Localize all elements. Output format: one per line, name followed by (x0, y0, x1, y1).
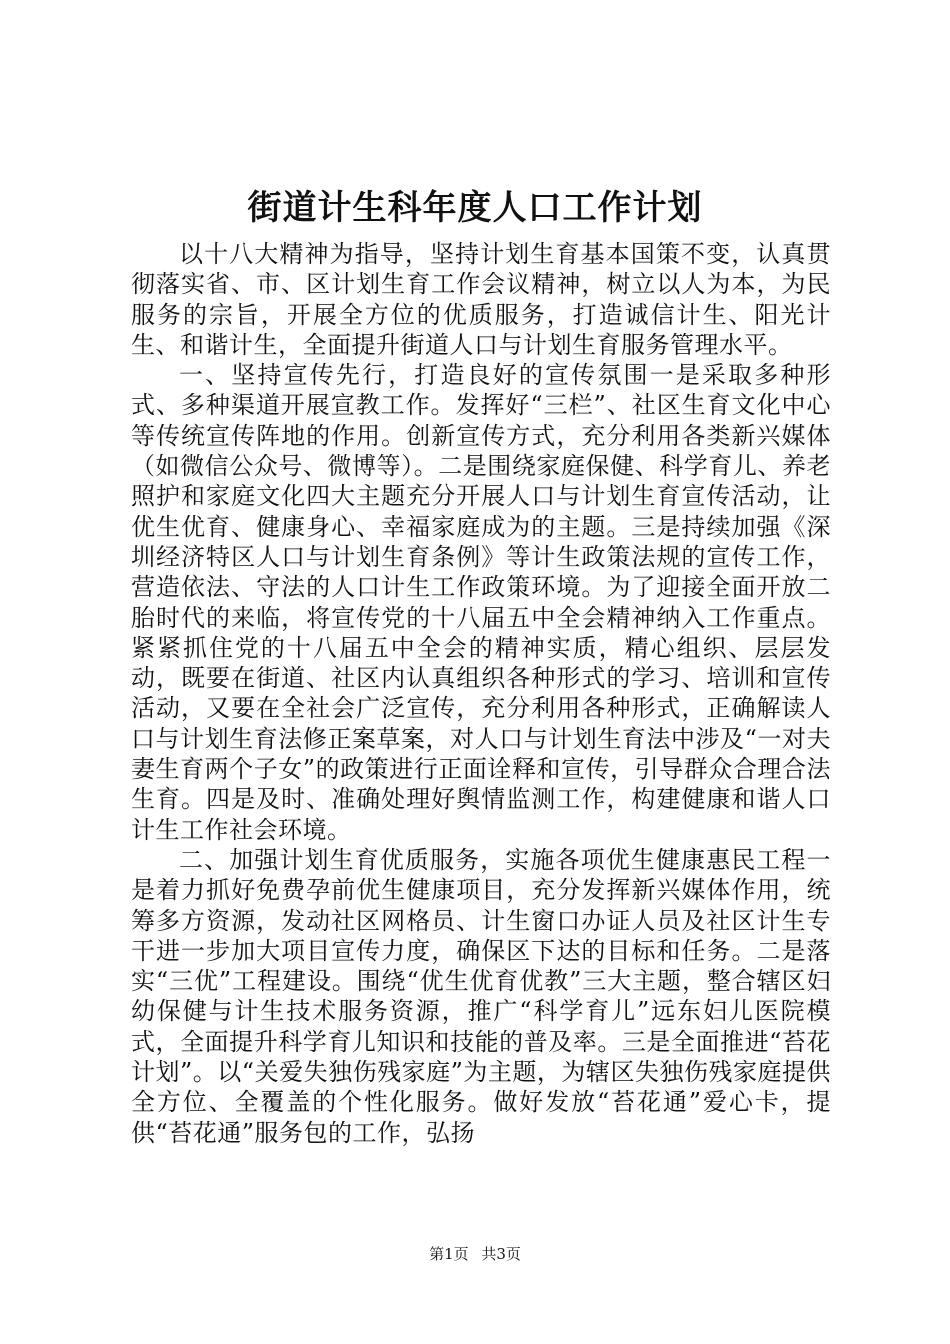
page-footer (0, 1244, 950, 1264)
document-title: 街道计生科年度人口工作计划 (247, 188, 703, 228)
section-two-paragraph: 二、加强计划生育优质服务，实施各项优生健康惠民工程一是着力抓好免费孕前优生健康项目，充分发挥新兴媒体作用，统筹多方资源，发动社区网格员、计生窗口办证人员及社区计生专干进一步加大项目宣传力度，确保区下达的目标和任务。二是落实“三优”工程建设。围绕“优生优育优教”三大主题，整合辖区妇幼保健与计生技术服务资源，推广“科学育儿”远东妇儿医院模式，全面提升科学育儿知识和技能的普及率。三是全面推进“苔花计划”。以“关爱失独伤残家庭”为主题，为辖区失独伤残家庭提供全方位、全覆盖的个性化服务。做好发放“苔花通”爱心卡，提供“苔花通”服务包的工作，弘扬 (131, 845, 831, 1147)
document-body (131, 239, 831, 1148)
intro-paragraph: 以十八大精神为指导，坚持计划生育基本国策不变，认真贯彻落实省、市、区计划生育工作会议精神，树立以人为本，为民服务的宗旨，开展全方位的优质服务，打造诚信计生、阳光计生、和谐计生，全面提升街道人口与计划生育服务管理水平。 (131, 240, 831, 359)
page-total: 共3页 (481, 1245, 521, 1263)
section-one-paragraph: 一、坚持宣传先行，打造良好的宣传氛围一是采取多种形式、多种渠道开展宣教工作。发挥好“三栏”、社区生育文化中心等传统宣传阵地的作用。创新宣传方式，充分利用各类新兴媒体（如微信公众号、微博等）。二是围绕家庭保健、科学育儿、养老照护和家庭文化四大主题充分开展人口与计划生育宣传活动，让优生优育、健康身心、幸福家庭成为的主题。三是持续加强《深圳经济特区人口与计划生育条例》等计生政策法规的宣传工作，营造依法、守法的人口计生工作政策环境。为了迎接全面开放二胎时代的来临，将宣传党的十八届五中全会精神纳入工作重点。紧紧抓住党的十八届五中全会的精神实质，精心组织、层层发动，既要在街道、社区内认真组织各种形式的学习、培训和宣传活动，又要在全社会广泛宣传，充分利用各种形式，正确解读人口与计划生育法修正案草案，对人口与计划生育法中涉及“一对夫妻生育两个子女”的政策进行正面诠释和宣传，引导群众合理合法生育。四是及时、准确处理好舆情监测工作，构建健康和谐人口计生工作社会环境。 (131, 361, 831, 844)
page-number: 第1页 (429, 1245, 469, 1263)
